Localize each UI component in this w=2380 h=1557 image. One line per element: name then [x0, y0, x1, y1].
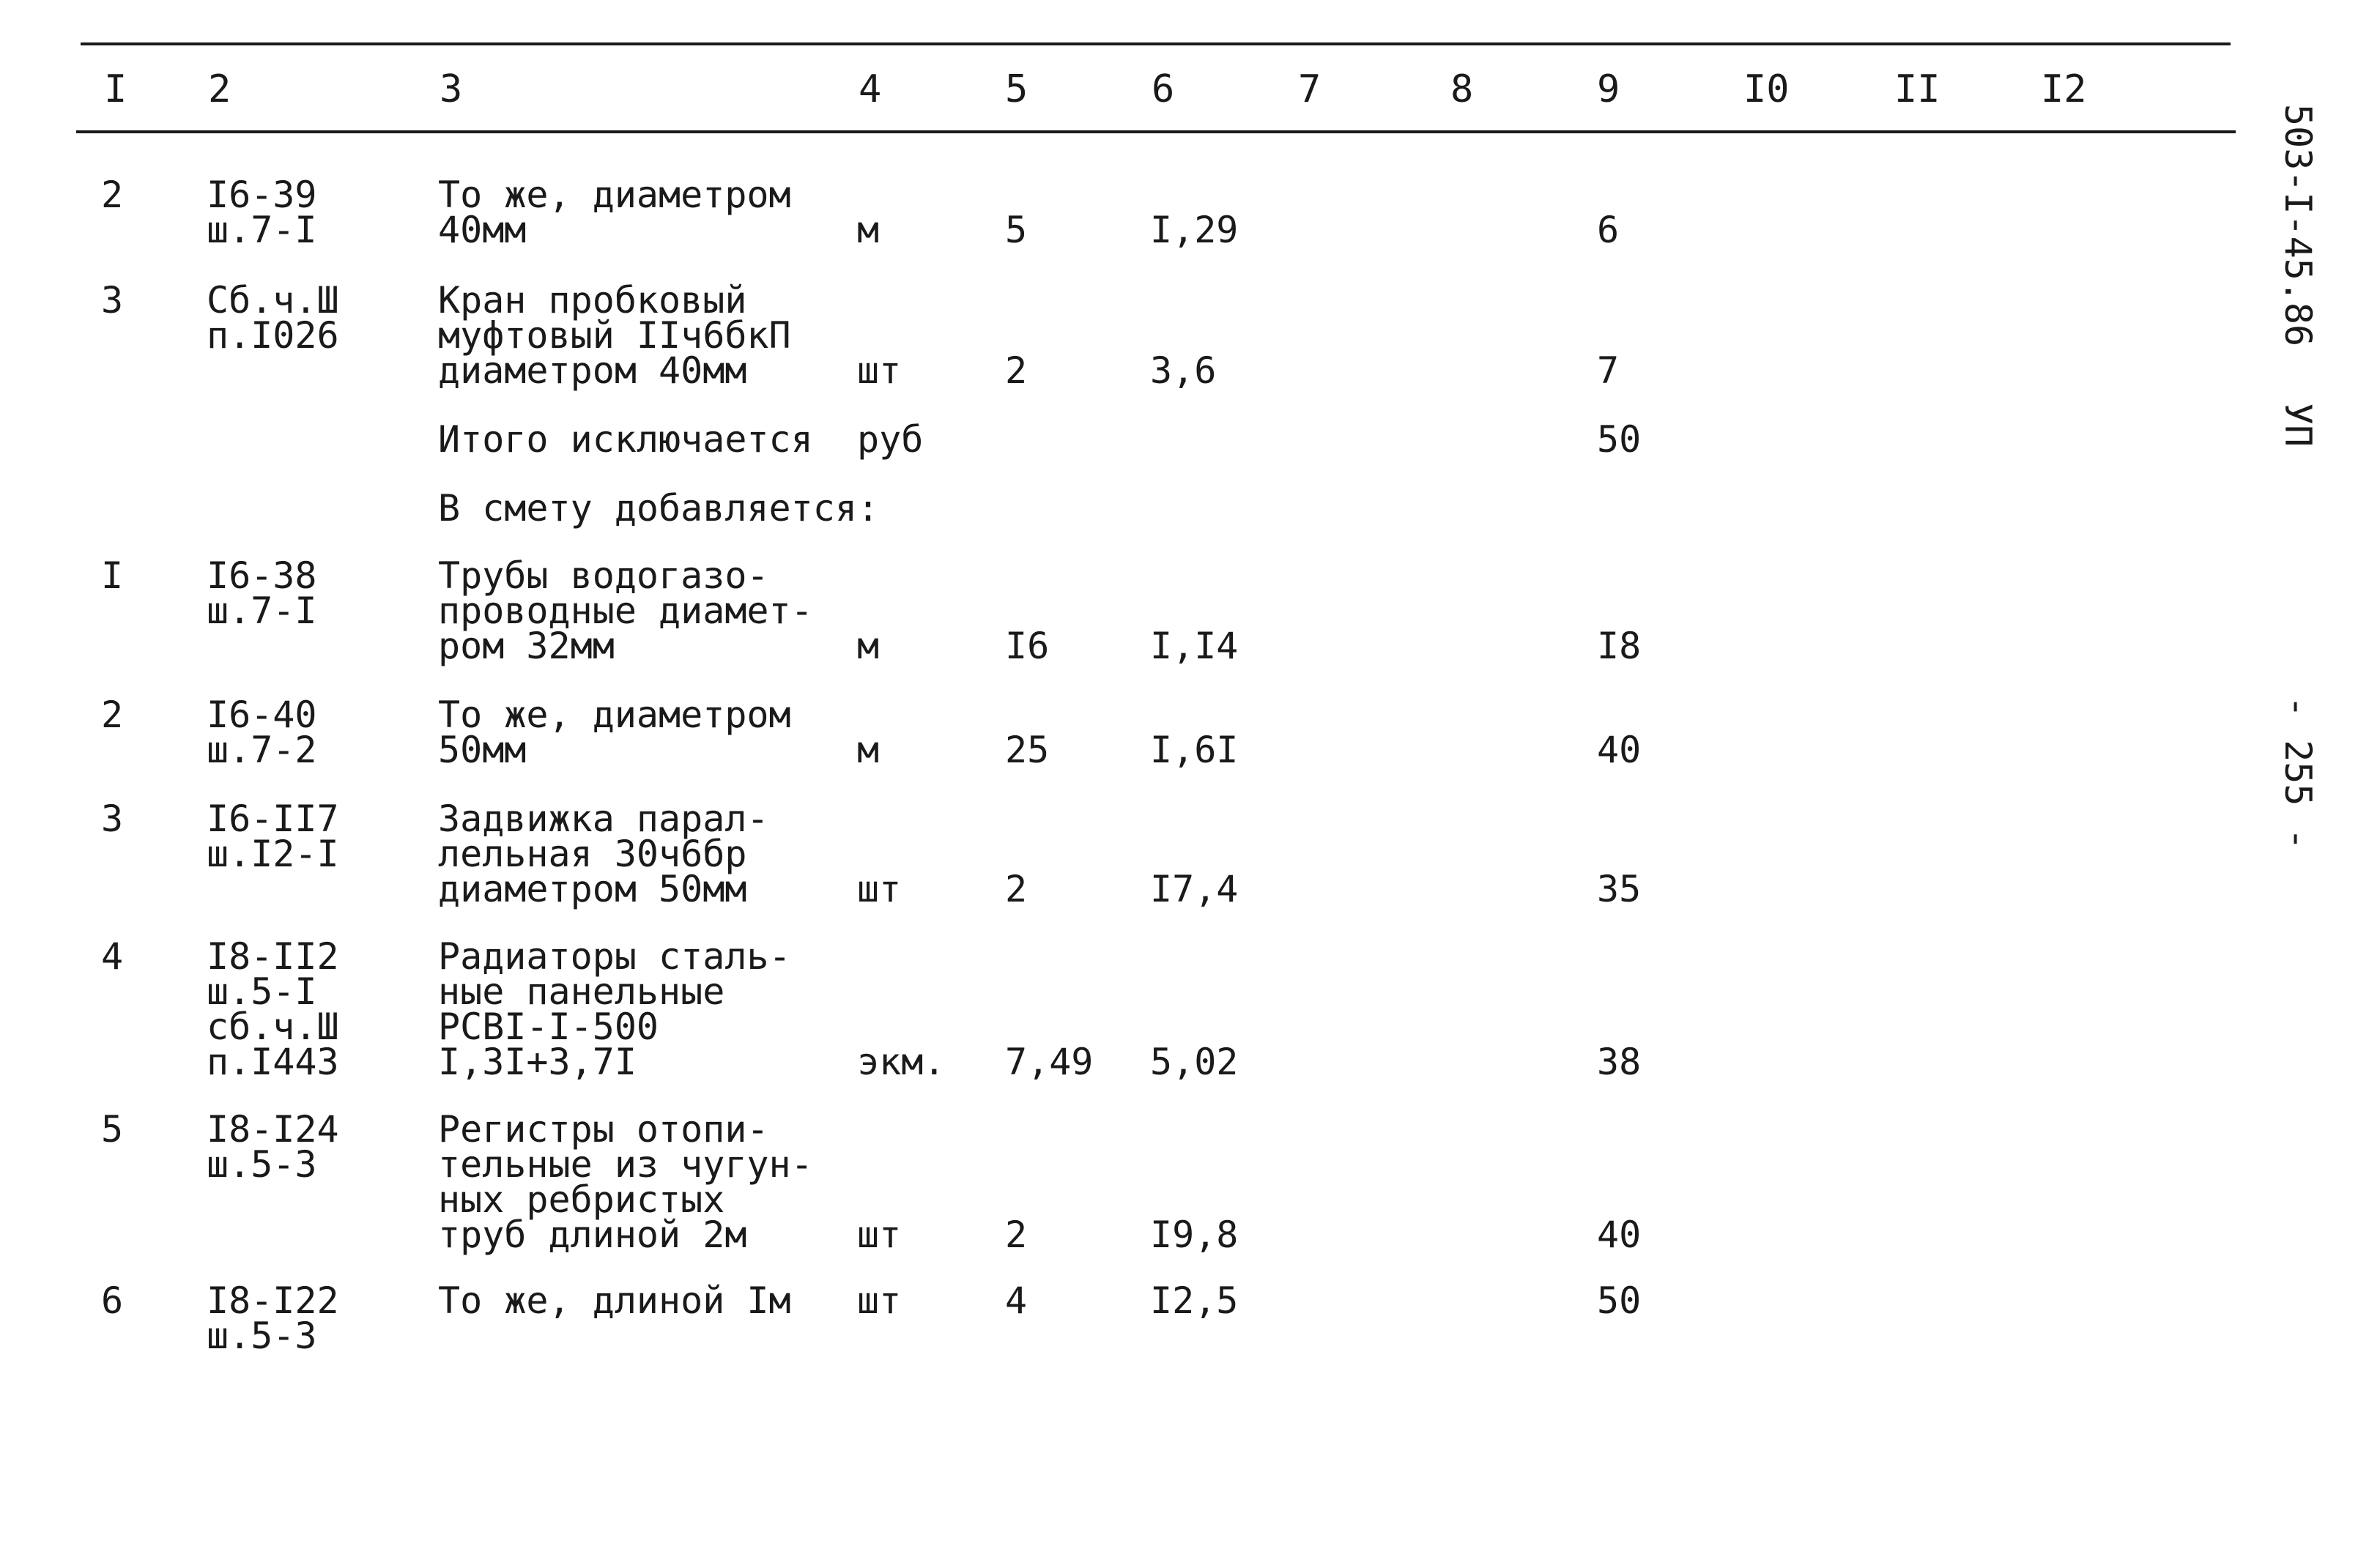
row-name: Трубы водогазо- проводные диамет- ром 32мм: [438, 554, 813, 667]
row-total: 35: [1597, 868, 1642, 910]
row-price: I2,5: [1150, 1279, 1239, 1322]
row-name: То же, диаметром 50мм: [438, 694, 791, 771]
row-unit: м: [857, 209, 880, 251]
row-qty: 5: [1005, 209, 1028, 251]
row-total: 7: [1597, 349, 1620, 392]
column-header-4: 4: [859, 67, 882, 111]
column-header-7: 7: [1298, 67, 1321, 111]
row-number: 5: [101, 1108, 124, 1151]
row-name: То же, диаметром 40мм: [438, 174, 791, 251]
row-code: I6-38 ш.7-I: [207, 554, 317, 632]
row-price: I,I4: [1150, 625, 1239, 667]
row-unit: м: [857, 729, 880, 771]
row-total: I8: [1597, 625, 1642, 667]
column-header-3: 3: [440, 67, 463, 111]
row-number: 2: [101, 174, 124, 216]
row-price: 3,6: [1150, 349, 1217, 392]
row-code: Сб.ч.Ш п.I026: [207, 279, 339, 357]
row-code: I6-40 ш.7-2: [207, 694, 317, 771]
row-qty: 2: [1005, 349, 1028, 392]
row-code: I6-39 ш.7-I: [207, 174, 317, 251]
column-header-11: II: [1894, 67, 1940, 111]
column-header-9: 9: [1597, 67, 1620, 111]
column-header-5: 5: [1005, 67, 1028, 111]
row-total: 40: [1597, 1214, 1642, 1256]
row-name: То же, длиной Iм: [438, 1279, 791, 1322]
row-price: I9,8: [1150, 1214, 1239, 1256]
column-header-2: 2: [208, 67, 231, 111]
table-top-rule: [81, 42, 2231, 45]
row-qty: I6: [1005, 625, 1050, 667]
column-header-6: 6: [1152, 67, 1175, 111]
album-label: УП: [2277, 403, 2319, 447]
row-number: 4: [101, 935, 124, 978]
row-qty: 7,49: [1005, 1041, 1094, 1083]
subtotal-unit: руб: [857, 418, 924, 461]
row-number: 3: [101, 798, 124, 840]
row-code: I8-I24 ш.5-3: [207, 1108, 339, 1186]
row-code: I8-I22 ш.5-3: [207, 1279, 339, 1357]
section-title: В смету добавляется:: [438, 487, 880, 529]
row-price: 5,02: [1150, 1041, 1239, 1083]
document-code: 503-I-45.86: [2277, 104, 2319, 347]
row-total: 38: [1597, 1041, 1642, 1083]
row-qty: 4: [1005, 1279, 1028, 1322]
row-total: 50: [1597, 1279, 1642, 1322]
row-name: Радиаторы сталь- ные панельные РСВI-I-500 I,3I+3,7I: [438, 935, 791, 1083]
row-price: I,6I: [1150, 729, 1239, 771]
row-unit: экм.: [857, 1041, 946, 1083]
row-code: I8-II2 ш.5-I сб.ч.Ш п.I443: [207, 935, 339, 1083]
page-number: - 255 -: [2277, 696, 2319, 850]
column-header-12: I2: [2041, 67, 2087, 111]
row-number: 2: [101, 694, 124, 736]
row-total: 40: [1597, 729, 1642, 771]
row-qty: 2: [1005, 1214, 1028, 1256]
row-number: 6: [101, 1279, 124, 1322]
row-price: I,29: [1150, 209, 1239, 251]
row-price: I7,4: [1150, 868, 1239, 910]
row-unit: шт: [857, 1279, 902, 1322]
row-unit: шт: [857, 1214, 902, 1256]
subtotal-total: 50: [1597, 418, 1642, 461]
column-header-8: 8: [1450, 67, 1474, 111]
row-name: Кран пробковый муфтовый IIч6бкП диаметром 40мм: [438, 279, 791, 392]
row-name: Регистры отопи- тельные из чугун- ных ребристых труб длиной 2м: [438, 1108, 813, 1256]
row-qty: 2: [1005, 868, 1028, 910]
column-header-1: I: [104, 67, 127, 111]
subtotal-label: Итого исключается: [438, 418, 813, 461]
row-qty: 25: [1005, 729, 1050, 771]
row-code: I6-II7 ш.I2-I: [207, 798, 339, 875]
row-total: 6: [1597, 209, 1620, 251]
row-number: I: [101, 554, 124, 597]
row-unit: м: [857, 625, 880, 667]
row-number: 3: [101, 279, 124, 322]
column-header-10: I0: [1743, 67, 1790, 111]
row-name: Задвижка парал- лельная 30ч6бр диаметром 50мм: [438, 798, 769, 910]
row-unit: шт: [857, 868, 902, 910]
table-header-rule: [76, 130, 2236, 133]
row-unit: шт: [857, 349, 902, 392]
